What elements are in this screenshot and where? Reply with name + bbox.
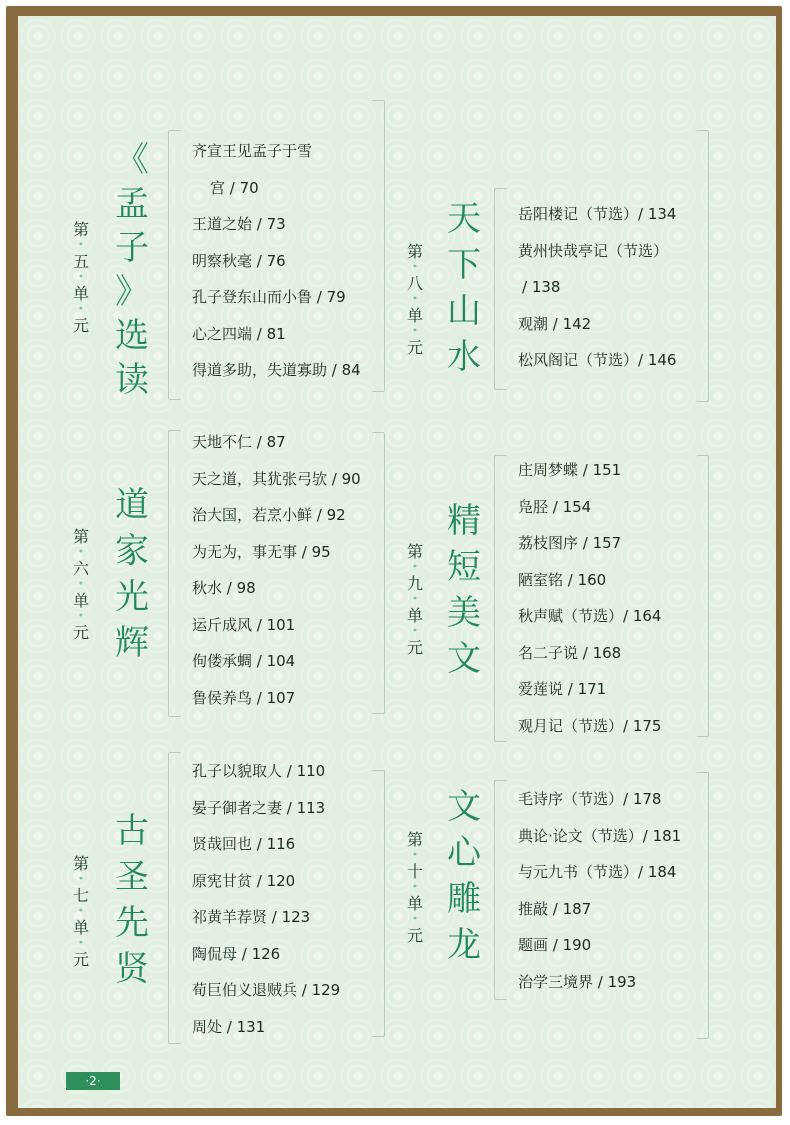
toc-entry[interactable]: 名二子说 / 168 [518, 643, 622, 662]
unit-5-title: 《 孟 子 》 选 读 [115, 140, 149, 400]
toc-entry[interactable]: 黄州快哉亭记（节选） [518, 241, 669, 260]
toc-entry[interactable]: 秋声赋（节选）/ 164 [518, 607, 662, 625]
unit-9-title: 精 短 美 文 [447, 501, 481, 679]
unit-5-divider [372, 100, 385, 392]
unit-7-title: 古 圣 先 贤 [115, 811, 149, 989]
toc-entry[interactable]: 天地不仁 / 87 [192, 433, 286, 451]
unit-5-entries [192, 133, 361, 389]
unit-10-bracket [494, 780, 507, 1000]
toc-entry[interactable]: 陶侃母 / 126 [192, 944, 281, 963]
toc-entry[interactable]: 松风阁记（节选）/ 146 [518, 351, 677, 369]
toc-entry[interactable]: 秋水 / 98 [192, 579, 256, 597]
toc-entry[interactable]: 祁黄羊荐贤 / 123 [192, 908, 311, 926]
toc-entry[interactable]: 宫 / 70 [210, 178, 259, 197]
toc-entry[interactable]: 王道之始 / 73 [192, 215, 286, 233]
toc-entry[interactable]: 孔子以貌取人 / 110 [192, 762, 326, 780]
unit-8-label: 第 • 八 • 单 • 元 [406, 242, 423, 357]
toc-entry[interactable]: 推敲 / 187 [518, 899, 592, 918]
toc-entry[interactable]: 原宪甘贫 / 120 [192, 871, 296, 890]
toc-entry[interactable]: 毛诗序（节选）/ 178 [518, 790, 662, 808]
unit-8-title: 天 下 山 水 [447, 199, 481, 377]
unit-6-bracket [168, 430, 181, 717]
unit-6-divider [372, 432, 385, 714]
unit-5-bracket [168, 130, 181, 400]
toc-entry[interactable]: 荀巨伯义退贼兵 / 129 [192, 981, 341, 999]
toc-entry[interactable]: 鲁侯养鸟 / 107 [192, 688, 296, 707]
toc-entry[interactable]: 得道多助，失道寡助 / 84 [192, 361, 361, 379]
toc-entry[interactable]: 观月记（节选）/ 175 [518, 716, 662, 735]
toc-entry[interactable]: 明察秋毫 / 76 [192, 251, 286, 270]
unit-6-title: 道 家 光 辉 [115, 485, 149, 663]
toc-entry[interactable]: 晏子御者之妻 / 113 [192, 798, 326, 817]
toc-entry[interactable]: 佝偻承蜩 / 104 [192, 652, 296, 670]
toc-entry[interactable]: 治大国，若烹小鲜 / 92 [192, 506, 346, 524]
toc-entry[interactable]: 周处 / 131 [192, 1017, 266, 1036]
unit-6-entries [192, 424, 361, 716]
toc-entry[interactable]: 陋室铭 / 160 [518, 570, 607, 589]
unit-10-entries [518, 781, 681, 1000]
toc-entry[interactable]: 岳阳楼记（节选）/ 134 [518, 205, 677, 223]
page-number: ·2· [66, 1072, 120, 1090]
unit-7-bracket [168, 752, 181, 1044]
unit-10-title: 文 心 雕 龙 [447, 787, 481, 965]
unit-9-bracket [494, 455, 507, 742]
toc-entry[interactable]: 运斤成风 / 101 [192, 615, 296, 634]
unit-9-entries [518, 452, 661, 744]
unit-7-entries [192, 753, 340, 1045]
toc-entry[interactable]: 凫胫 / 154 [518, 497, 592, 516]
toc-entry[interactable]: 为无为，事无事 / 95 [192, 542, 331, 561]
unit-8-divider [696, 130, 709, 402]
toc-entry[interactable]: 题画 / 190 [518, 936, 592, 954]
toc-entry[interactable]: 观潮 / 142 [518, 314, 592, 333]
toc-entry[interactable]: 爱莲说 / 171 [518, 680, 607, 698]
toc-entry[interactable]: 天之道，其犹张弓欤 / 90 [192, 469, 361, 488]
toc-entry[interactable]: 贤哉回也 / 116 [192, 835, 296, 853]
unit-9-label: 第 • 九 • 单 • 元 [406, 542, 423, 657]
toc-entry[interactable]: 典论·论文（节选）/ 181 [518, 826, 682, 845]
unit-5-label: 第 • 五 • 单 • 元 [72, 220, 89, 335]
toc-entry[interactable]: 心之四端 / 81 [192, 324, 286, 343]
unit-8-bracket [494, 188, 507, 390]
unit-8-entries [518, 196, 676, 379]
unit-10-label: 第 • 十 • 单 • 元 [406, 830, 423, 945]
toc-entry[interactable]: 庄周梦蝶 / 151 [518, 461, 622, 479]
unit-7-divider [372, 770, 385, 1037]
toc-entry[interactable]: 治学三境界 / 193 [518, 972, 637, 991]
toc-entry[interactable]: / 138 [522, 278, 561, 296]
unit-7-label: 第 • 七 • 单 • 元 [72, 854, 89, 969]
unit-10-divider [696, 772, 709, 1039]
toc-entry[interactable]: 荔枝图序 / 157 [518, 534, 622, 552]
unit-6-label: 第 • 六 • 单 • 元 [72, 527, 89, 642]
unit-9-divider [696, 455, 709, 737]
toc-entry[interactable]: 孔子登东山而小鲁 / 79 [192, 288, 346, 306]
toc-entry[interactable]: 齐宣王见孟子于雪 [192, 142, 313, 160]
toc-entry[interactable]: 与元九书（节选）/ 184 [518, 863, 677, 881]
